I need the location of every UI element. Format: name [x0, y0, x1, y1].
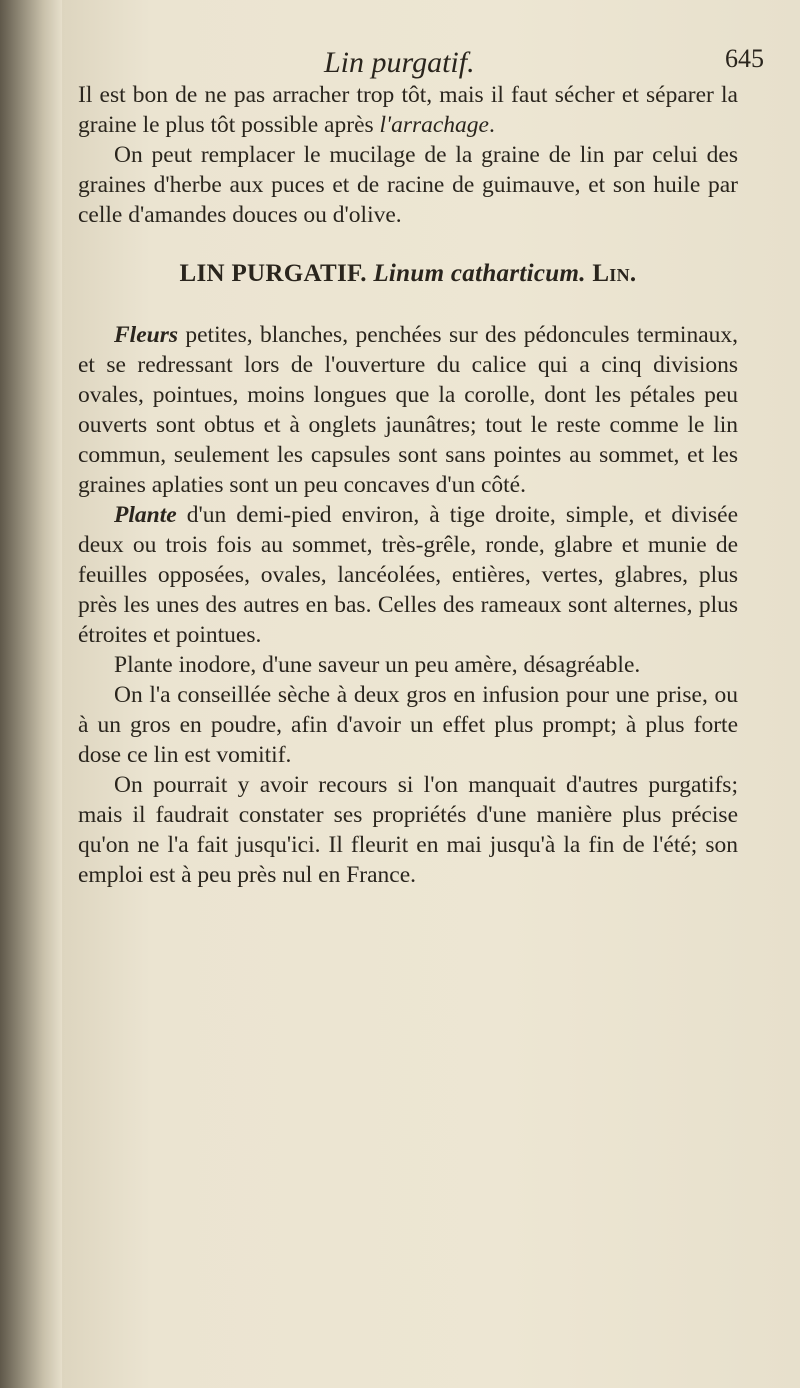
paragraph-conseillee: On l'a conseillée sèche à deux gros en infusion pour une prise, ou à un gros en poudre, afin d'avoir un effet plus prompt; à plus forte dose ce lin est vomitif.: [78, 682, 738, 768]
entry-heading: [78, 259, 738, 289]
running-head: [62, 42, 800, 82]
paragraph-recours: On pourrait y avoir recours si l'on manquait d'autres purgatifs; mais il faudrait constater ses propriétés d'une manière plus précise qu'on ne l'a fait jusqu'ici. Il fleurit en mai jusqu'à la fin de l'été; son emploi est à peu près nul en France.: [78, 772, 738, 888]
paragraph-inodore: Plante inodore, d'une saveur un peu amère, désagréable.: [114, 652, 641, 678]
paragraph-arrachage-text: Il est bon de ne pas arracher trop tôt, mais il faut sécher et séparer la graine le plus tôt possible après: [78, 82, 738, 138]
page-number: 645: [725, 44, 764, 73]
paragraph-arrachage: [78, 80, 738, 140]
paragraph-mucilage: On peut remplacer le mucilage de la graine de lin par celui des graines d'herbe aux puces et de racine de guimauve, et son huile par celle d'amandes douces ou d'olive.: [78, 142, 738, 228]
label-fleurs: Fleurs: [114, 322, 178, 348]
page-body: [78, 80, 738, 890]
term-arrachage: l'arrachage: [379, 112, 489, 138]
book-page: [62, 0, 800, 1388]
entry-name: LIN PURGATIF.: [179, 260, 367, 287]
paragraph-arrachage-end: .: [489, 112, 495, 138]
entry-author: Lin.: [592, 260, 637, 287]
label-plante: Plante: [114, 502, 177, 528]
text-fleurs: petites, blanches, penchées sur des pédoncules terminaux, et se redressant lors de l'ouverture du calice qui a cinq divisions ovales, pointues, moins longues que la corolle, dont les pétales peu ouverts sont obtus et à onglets jaunâtres; tout le reste comme le lin commun, seulement les capsules sont sans pointes au sommet, et les graines aplaties sont un peu concaves d'un côté.: [78, 322, 738, 498]
entry-latin-name: Linum catharticum.: [373, 260, 586, 287]
paragraph-plante: [78, 500, 738, 650]
book-spine-shadow: [0, 0, 62, 1388]
running-title: Lin purgatif.: [324, 46, 475, 79]
text-plante: d'un demi-pied environ, à tige droite, simple, et divisée deux ou trois fois au sommet, très-grêle, ronde, glabre et munie de feuilles opposées, ovales, lancéolées, entières, vertes, glabres, plus près les unes des autres en bas. Celles des rameaux sont alternes, plus étroites et pointues.: [78, 502, 738, 648]
paragraph-fleurs: [78, 320, 738, 500]
